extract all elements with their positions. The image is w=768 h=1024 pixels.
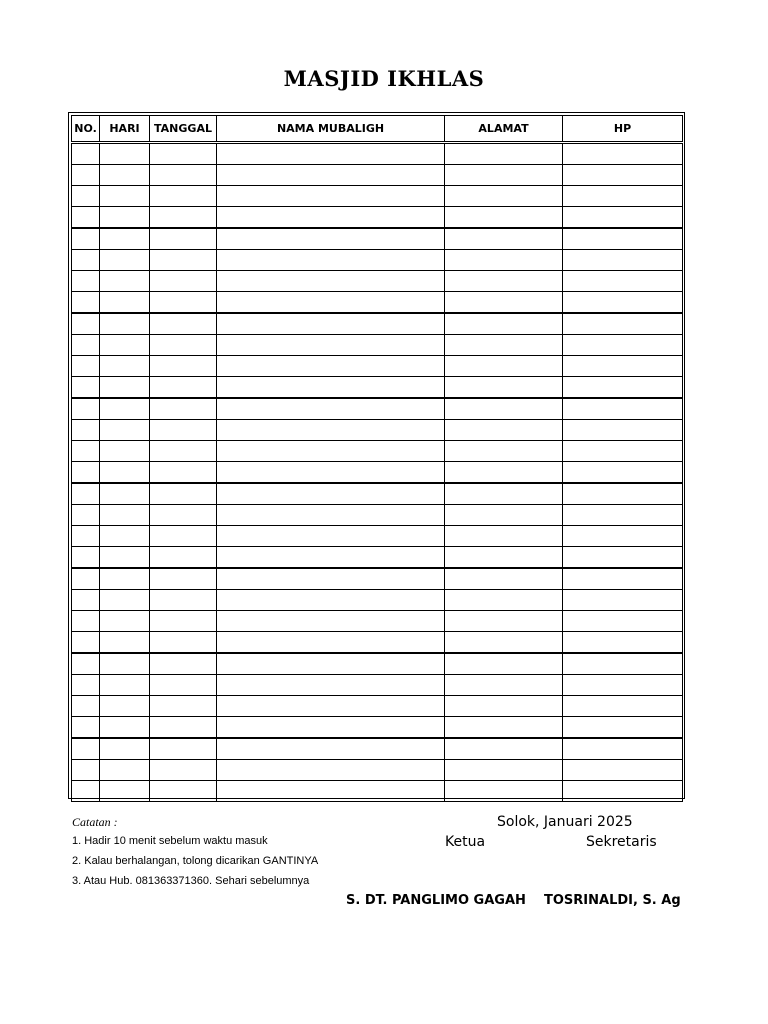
cell-nama-mubaligh (217, 250, 445, 271)
cell-tanggal (150, 696, 217, 717)
cell-no (72, 228, 100, 250)
cell-hari (100, 292, 150, 314)
cell-tanggal (150, 526, 217, 547)
cell-hp (563, 165, 683, 186)
cell-nama-mubaligh (217, 611, 445, 632)
cell-no (72, 696, 100, 717)
cell-hp (563, 738, 683, 760)
table-row (72, 675, 683, 696)
cell-nama-mubaligh (217, 675, 445, 696)
cell-tanggal (150, 760, 217, 781)
cell-no (72, 186, 100, 207)
cell-nama-mubaligh (217, 165, 445, 186)
cell-nama-mubaligh (217, 653, 445, 675)
cell-hari (100, 547, 150, 569)
table-row (72, 292, 683, 314)
ketua-role: Ketua (445, 834, 486, 850)
cell-hp (563, 590, 683, 611)
cell-no (72, 568, 100, 590)
cell-hp (563, 505, 683, 526)
cell-alamat (445, 632, 563, 654)
cell-hari (100, 505, 150, 526)
cell-tanggal (150, 292, 217, 314)
cell-tanggal (150, 717, 217, 739)
cell-tanggal (150, 462, 217, 484)
cell-hp (563, 420, 683, 441)
cell-no (72, 675, 100, 696)
cell-tanggal (150, 611, 217, 632)
cell-nama-mubaligh (217, 143, 445, 165)
cell-hp (563, 483, 683, 505)
cell-nama-mubaligh (217, 377, 445, 399)
cell-no (72, 738, 100, 760)
cell-hp (563, 313, 683, 335)
cell-tanggal (150, 653, 217, 675)
cell-tanggal (150, 313, 217, 335)
column-header-tanggal: TANGGAL (150, 116, 217, 143)
table-row (72, 462, 683, 484)
table-row (72, 228, 683, 250)
sekretaris-role: Sekretaris (586, 834, 657, 850)
cell-no (72, 250, 100, 271)
table-row (72, 441, 683, 462)
table-row (72, 526, 683, 547)
table-row (72, 420, 683, 441)
cell-no (72, 313, 100, 335)
cell-hari (100, 165, 150, 186)
cell-hp (563, 186, 683, 207)
cell-hp (563, 441, 683, 462)
cell-no (72, 271, 100, 292)
column-header-alamat: ALAMAT (445, 116, 563, 143)
cell-hp (563, 760, 683, 781)
cell-nama-mubaligh (217, 356, 445, 377)
cell-alamat (445, 505, 563, 526)
table-row (72, 313, 683, 335)
column-header-hp: HP (563, 116, 683, 143)
cell-no (72, 611, 100, 632)
cell-nama-mubaligh (217, 335, 445, 356)
cell-no (72, 335, 100, 356)
cell-nama-mubaligh (217, 420, 445, 441)
cell-alamat (445, 717, 563, 739)
cell-no (72, 398, 100, 420)
table-row (72, 653, 683, 675)
table-row (72, 356, 683, 377)
cell-tanggal (150, 377, 217, 399)
cell-alamat (445, 611, 563, 632)
table-row (72, 143, 683, 165)
cell-tanggal (150, 250, 217, 271)
cell-no (72, 143, 100, 165)
page-title: MASJID IKHLAS (283, 66, 485, 91)
cell-nama-mubaligh (217, 547, 445, 569)
notes-heading: Catatan : (72, 815, 118, 829)
cell-hari (100, 568, 150, 590)
cell-hp (563, 292, 683, 314)
cell-no (72, 377, 100, 399)
cell-tanggal (150, 420, 217, 441)
cell-no (72, 632, 100, 654)
cell-hp (563, 547, 683, 569)
cell-hari (100, 228, 150, 250)
cell-alamat (445, 760, 563, 781)
cell-hari (100, 696, 150, 717)
cell-hp (563, 398, 683, 420)
cell-alamat (445, 653, 563, 675)
cell-hari (100, 781, 150, 802)
table-header-row (72, 116, 683, 143)
cell-nama-mubaligh (217, 781, 445, 802)
cell-nama-mubaligh (217, 207, 445, 229)
table-row (72, 186, 683, 207)
table-row (72, 250, 683, 271)
cell-alamat (445, 590, 563, 611)
cell-alamat (445, 335, 563, 356)
cell-nama-mubaligh (217, 398, 445, 420)
cell-hari (100, 186, 150, 207)
cell-no (72, 781, 100, 802)
cell-nama-mubaligh (217, 568, 445, 590)
cell-alamat (445, 228, 563, 250)
cell-alamat (445, 143, 563, 165)
cell-tanggal (150, 547, 217, 569)
cell-alamat (445, 547, 563, 569)
cell-tanggal (150, 165, 217, 186)
cell-alamat (445, 356, 563, 377)
cell-hp (563, 250, 683, 271)
cell-hari (100, 335, 150, 356)
cell-hari (100, 207, 150, 229)
cell-nama-mubaligh (217, 228, 445, 250)
cell-alamat (445, 186, 563, 207)
cell-no (72, 356, 100, 377)
cell-alamat (445, 781, 563, 802)
cell-nama-mubaligh (217, 717, 445, 739)
cell-no (72, 505, 100, 526)
table-body (72, 143, 683, 802)
cell-tanggal (150, 675, 217, 696)
table-row (72, 377, 683, 399)
table-row (72, 760, 683, 781)
cell-nama-mubaligh (217, 292, 445, 314)
cell-nama-mubaligh (217, 505, 445, 526)
cell-tanggal (150, 186, 217, 207)
cell-alamat (445, 271, 563, 292)
cell-nama-mubaligh (217, 696, 445, 717)
cell-alamat (445, 441, 563, 462)
cell-tanggal (150, 271, 217, 292)
cell-hari (100, 356, 150, 377)
cell-nama-mubaligh (217, 271, 445, 292)
cell-hp (563, 356, 683, 377)
cell-hp (563, 717, 683, 739)
cell-hp (563, 675, 683, 696)
cell-no (72, 462, 100, 484)
cell-no (72, 760, 100, 781)
cell-nama-mubaligh (217, 738, 445, 760)
cell-tanggal (150, 398, 217, 420)
cell-alamat (445, 675, 563, 696)
note-item: 3. Atau Hub. 081363371360. Sehari sebelumnya (72, 875, 310, 887)
cell-no (72, 420, 100, 441)
cell-hari (100, 420, 150, 441)
schedule-table-frame (68, 112, 685, 799)
cell-tanggal (150, 590, 217, 611)
cell-hp (563, 611, 683, 632)
cell-no (72, 292, 100, 314)
cell-tanggal (150, 781, 217, 802)
place-date: Solok, Januari 2025 (497, 814, 633, 830)
cell-no (72, 441, 100, 462)
table-row (72, 696, 683, 717)
cell-hp (563, 653, 683, 675)
table-row (72, 738, 683, 760)
cell-hari (100, 632, 150, 654)
cell-hari (100, 738, 150, 760)
cell-tanggal (150, 505, 217, 526)
cell-alamat (445, 313, 563, 335)
cell-alamat (445, 292, 563, 314)
cell-hp (563, 526, 683, 547)
cell-alamat (445, 568, 563, 590)
cell-hp (563, 228, 683, 250)
cell-alamat (445, 207, 563, 229)
cell-hari (100, 271, 150, 292)
table-row (72, 398, 683, 420)
cell-no (72, 717, 100, 739)
cell-hp (563, 781, 683, 802)
cell-alamat (445, 738, 563, 760)
cell-hp (563, 462, 683, 484)
table-row (72, 781, 683, 802)
table-row (72, 547, 683, 569)
cell-hari (100, 653, 150, 675)
cell-hp (563, 143, 683, 165)
cell-no (72, 653, 100, 675)
cell-hari (100, 526, 150, 547)
table-row (72, 717, 683, 739)
cell-nama-mubaligh (217, 590, 445, 611)
cell-tanggal (150, 207, 217, 229)
cell-hari (100, 483, 150, 505)
column-header-hari: HARI (100, 116, 150, 143)
cell-no (72, 590, 100, 611)
cell-nama-mubaligh (217, 632, 445, 654)
table-row (72, 590, 683, 611)
cell-hp (563, 632, 683, 654)
cell-nama-mubaligh (217, 441, 445, 462)
cell-no (72, 207, 100, 229)
note-item: 1. Hadir 10 menit sebelum waktu masuk (72, 835, 268, 847)
table-row (72, 207, 683, 229)
cell-alamat (445, 165, 563, 186)
cell-nama-mubaligh (217, 186, 445, 207)
cell-hari (100, 462, 150, 484)
cell-hari (100, 590, 150, 611)
ketua-name: S. DT. PANGLIMO GAGAH (346, 893, 526, 908)
cell-hari (100, 313, 150, 335)
table-row (72, 271, 683, 292)
cell-hp (563, 271, 683, 292)
table-row (72, 611, 683, 632)
cell-hari (100, 675, 150, 696)
cell-alamat (445, 250, 563, 271)
cell-tanggal (150, 738, 217, 760)
table-row (72, 632, 683, 654)
cell-tanggal (150, 483, 217, 505)
table-row (72, 568, 683, 590)
cell-alamat (445, 377, 563, 399)
cell-hp (563, 568, 683, 590)
cell-hari (100, 441, 150, 462)
cell-tanggal (150, 143, 217, 165)
note-item: 2. Kalau berhalangan, tolong dicarikan GANTINYA (72, 855, 319, 867)
cell-tanggal (150, 568, 217, 590)
cell-tanggal (150, 356, 217, 377)
cell-alamat (445, 696, 563, 717)
table-row (72, 335, 683, 356)
cell-hp (563, 377, 683, 399)
cell-hari (100, 717, 150, 739)
cell-hari (100, 250, 150, 271)
table-row (72, 165, 683, 186)
cell-hari (100, 377, 150, 399)
cell-hari (100, 611, 150, 632)
cell-tanggal (150, 441, 217, 462)
cell-tanggal (150, 228, 217, 250)
cell-alamat (445, 483, 563, 505)
cell-alamat (445, 526, 563, 547)
cell-hari (100, 760, 150, 781)
cell-no (72, 483, 100, 505)
cell-tanggal (150, 632, 217, 654)
cell-no (72, 547, 100, 569)
cell-no (72, 526, 100, 547)
schedule-table (71, 115, 683, 802)
cell-nama-mubaligh (217, 313, 445, 335)
column-header-no: NO. (72, 116, 100, 143)
column-header-nama-mubaligh: NAMA MUBALIGH (217, 116, 445, 143)
cell-nama-mubaligh (217, 760, 445, 781)
cell-nama-mubaligh (217, 526, 445, 547)
table-row (72, 483, 683, 505)
cell-no (72, 165, 100, 186)
cell-alamat (445, 420, 563, 441)
cell-hp (563, 207, 683, 229)
cell-nama-mubaligh (217, 462, 445, 484)
cell-alamat (445, 462, 563, 484)
table-row (72, 505, 683, 526)
cell-alamat (445, 398, 563, 420)
cell-nama-mubaligh (217, 483, 445, 505)
cell-hari (100, 398, 150, 420)
cell-hari (100, 143, 150, 165)
cell-hp (563, 696, 683, 717)
cell-hp (563, 335, 683, 356)
sekretaris-name: TOSRINALDI, S. Ag (544, 893, 681, 908)
cell-tanggal (150, 335, 217, 356)
